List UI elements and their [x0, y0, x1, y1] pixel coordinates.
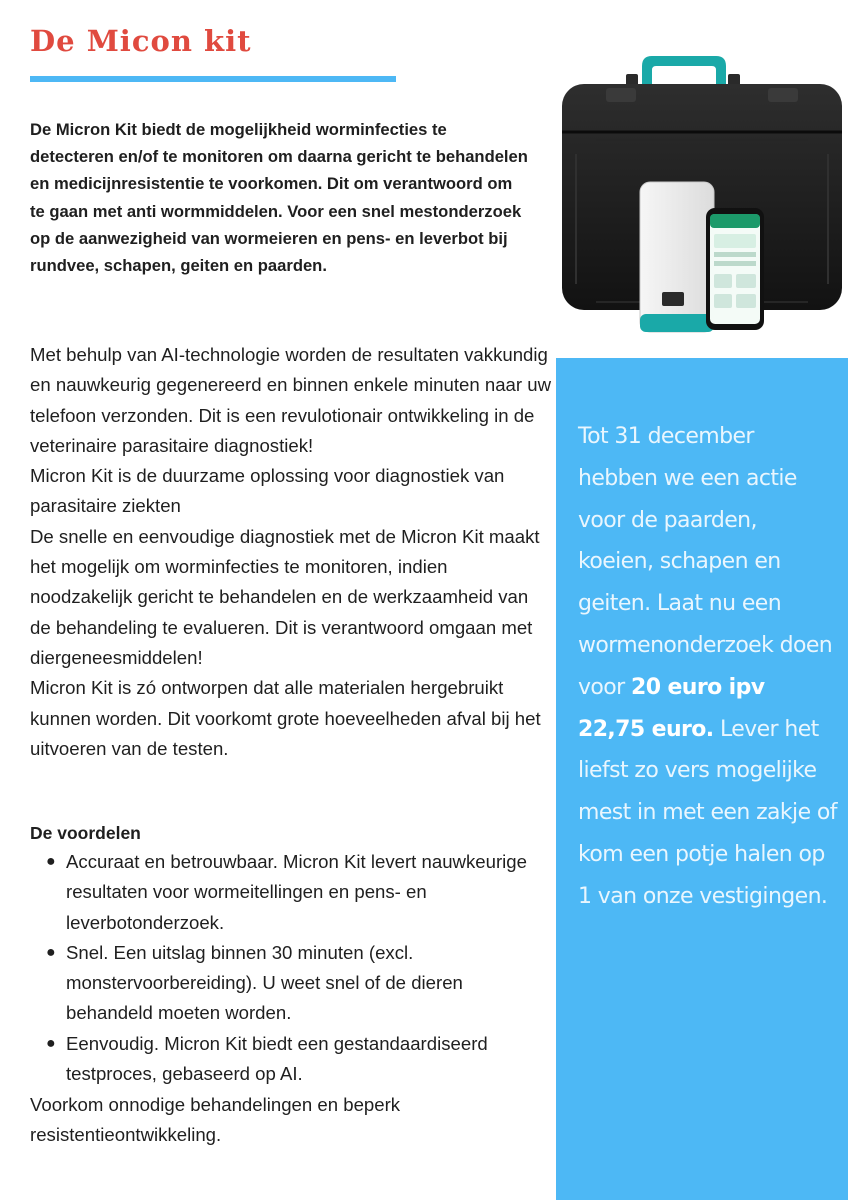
case-handle — [642, 56, 726, 84]
benefit-item — [30, 1029, 550, 1090]
benefit-item — [30, 847, 550, 938]
body-paragraph: Micron Kit is zó ontworpen dat alle materialen hergebruikt kunnen worden. Dit voorkomt grote hoeveelheden afval bij het uitvoeren van de testen. — [30, 677, 541, 759]
promo-text — [578, 416, 838, 918]
promo-text-part2: Lever het liefst zo vers mogelijke mest in met een zakje of kom een potje halen op 1 van onze vestigingen. — [578, 716, 837, 909]
benefit-item — [30, 938, 550, 1029]
product-photo — [556, 44, 848, 344]
closing-text: Voorkom onnodige behandelingen en beperk resistentieontwikkeling. — [30, 1094, 401, 1146]
benefit-text: Snel. Een uitslag binnen 30 minuten (excl. monstervoorbereiding). U weet snel of de dieren behandeld moeten worden. — [66, 941, 463, 1024]
promo-panel — [556, 358, 848, 1200]
bullet-icon: ● — [46, 1034, 56, 1052]
body-paragraph: De snelle en eenvoudige diagnostiek met de Micron Kit maakt het mogelijk om worminfecties te monitoren, indien noodzakelijk gericht te behandelen en de werkzaamheid van de behandeling te evalueren. Dit is verantwoord omgaan met diergeneesmiddelen! — [30, 525, 540, 668]
body-paragraph: Micron Kit is de duurzame oplossing voor diagnostiek van parasitaire ziekten — [30, 465, 505, 517]
bullet-icon: ● — [46, 853, 56, 870]
promo-price-highlight: 20 euro ipv 22,75 euro. — [578, 674, 765, 742]
bullet-icon: ● — [46, 943, 56, 961]
body-paragraph: Met behulp van AI-technologie worden de resultaten vakkundig en nauwkeurig gegenereerd en binnen enkele minuten naar uw telefoon verzonden. Dit is een revulotionair ontwikkeling in de veterinaire parasitaire diagnostiek! — [30, 344, 551, 456]
intro-paragraph: De Micron Kit biedt de mogelijkheid worminfecties te detecteren en/of te monitoren om daarna gericht te behandelen en medicijnresistentie te voorkomen. Dit om verantwoord om te gaan met anti wormmiddelen. Voor een snel mestonderzoek op de aanwezigheid van wormeieren en pens- en leverbot bij rundvee, schapen, geiten en paarden. — [30, 120, 528, 276]
benefit-text: Accuraat en betrouwbaar. Micron Kit levert nauwkeurige resultaten voor wormeitellingen en pens- en leverbotonderzoek. — [66, 851, 527, 933]
benefit-text: Eenvoudig. Micron Kit biedt een gestandaardiseerd testproces, gebaseerd op AI. — [66, 1032, 488, 1085]
page-title: De Micon kit — [30, 24, 252, 58]
promo-text-part1: Tot 31 december hebben we een actie voor de paarden, koeien, schapen en geiten. Laat nu een wormenonderzoek doen voor — [578, 424, 833, 700]
title-underline — [30, 76, 396, 82]
body-text — [30, 340, 552, 764]
micron-device — [640, 182, 714, 332]
benefits-list — [30, 847, 550, 1089]
benefits-title: De voordelen — [30, 823, 141, 843]
